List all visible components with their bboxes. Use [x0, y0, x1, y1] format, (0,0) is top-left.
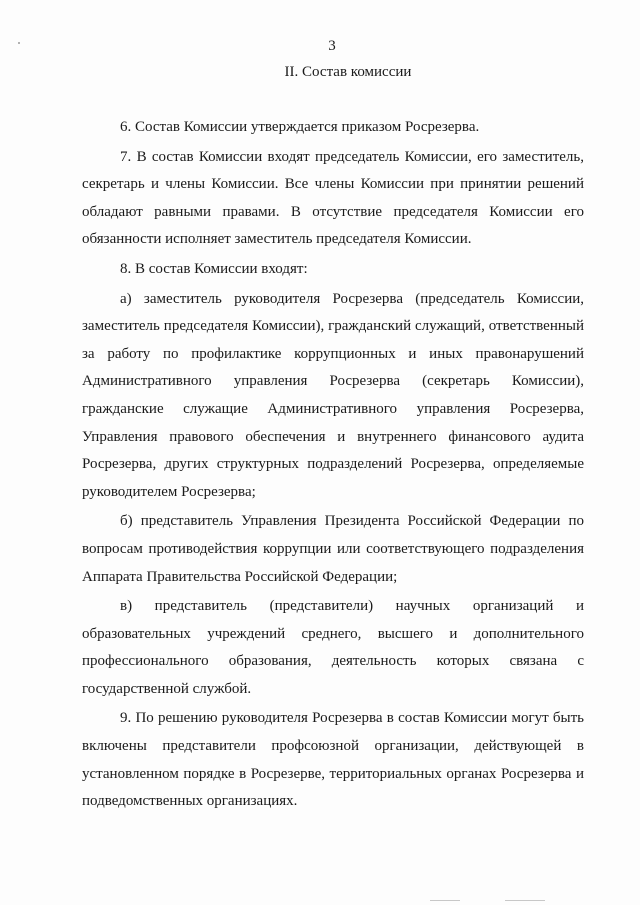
page-number: 3 — [328, 38, 336, 54]
section-title: II. Состав комиссии — [284, 64, 412, 80]
paragraph-8b: б) представитель Управления Президента Российской Федерации по вопросам противодействия коррупции или соответствующего подразделения Аппарата Правительства Российской Федерации; — [82, 513, 584, 585]
paragraph-8c: в) представитель (представители) научных организаций и образовательных учреждений среднего, высшего и дополнительного профессионального образования, деятельность которых связана с государственной службой. — [82, 598, 584, 697]
paragraph-8: 8. В состав Комиссии входят: — [120, 260, 308, 277]
paragraph-6: 6. Состав Комиссии утверждается приказом Росрезерва. — [120, 119, 480, 135]
paragraph-8a: а) заместитель руководителя Росрезерва (председатель Комиссии, заместитель председателя Комиссии), гражданский служащий, ответственный за работу по профилактике коррупционных и иных правонарушений Административного управления Росрезерва (секретарь Комиссии), гражданские служащие Административного управления Росрезерва, Управления правового обеспечения и внутреннего финансового аудита Росрезерва, других структурных подразделений Росрезерва, определяемые руководителем Росрезерва; — [82, 290, 584, 500]
paragraph-7: 7. В состав Комиссии входят председатель Комиссии, его заместитель, секретарь и члены Комиссии. Все члены Комиссии при принятии решений обладают равными правами. В отсутствие председателя Комиссии его обязанности исполняет заместитель председателя Комиссии. — [82, 148, 584, 248]
document-body — [82, 114, 584, 816]
scan-artifact — [505, 900, 545, 901]
paragraph-9: 9. По решению руководителя Росрезерва в состав Комиссии могут быть включены представители профсоюзной организации, действующей в установленном порядке в Росрезерве, территориальных органах Росрезерва и подведомственных организациях. — [82, 710, 584, 810]
scan-artifact — [430, 900, 460, 901]
